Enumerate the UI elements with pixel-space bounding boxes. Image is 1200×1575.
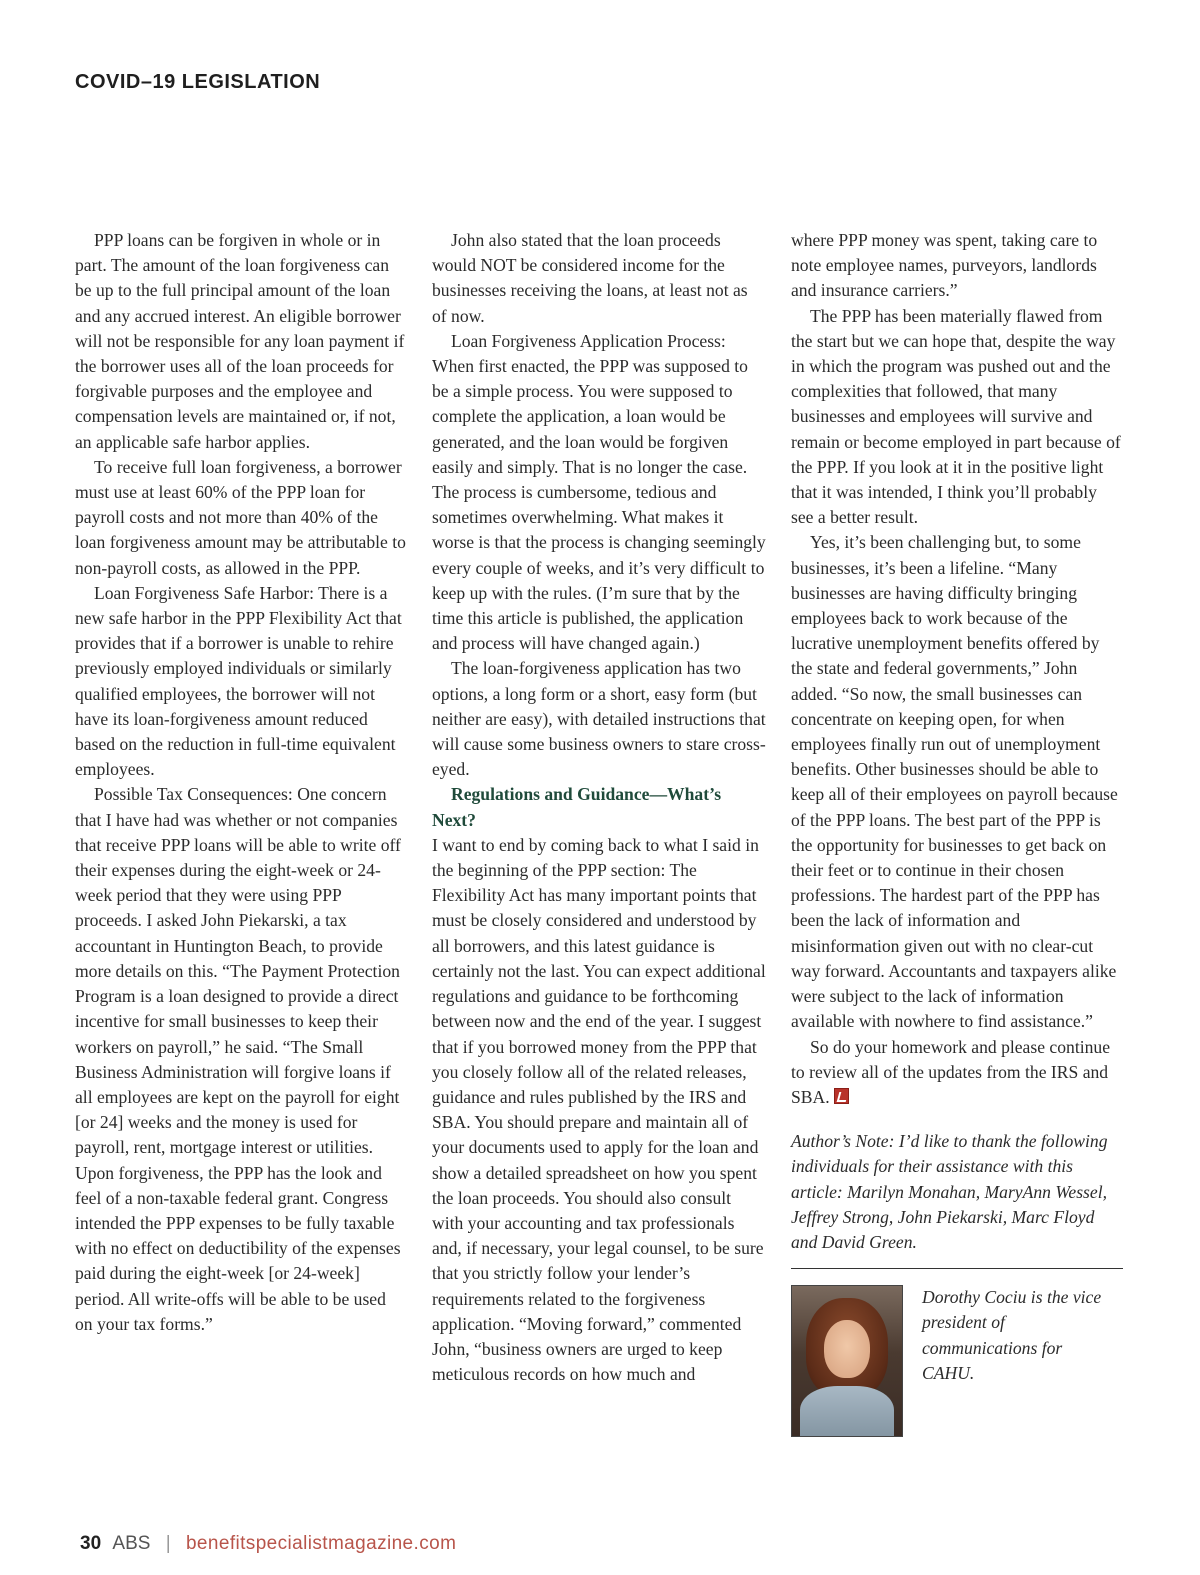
bio-text: Dorothy Cociu is the vice president of communications for CAHU. (922, 1287, 1102, 1383)
author-bio (791, 1285, 1123, 1437)
authors-note: Author’s Note: I’d like to thank the following individuals for their assistance with this article: Marilyn Monahan, MaryAnn Wessel, Jeffrey Strong, John Piekarski, Marc Floyd and David Green. (791, 1131, 1108, 1252)
publication-name: ABS (112, 1533, 151, 1554)
subhead: Regulations and Guidance—What’s Next? (432, 784, 722, 830)
publication-url[interactable]: benefitspecialistmagazine.com (185, 1533, 457, 1554)
paragraph: The loan-forgiveness application has two options, a long form or a short, easy form (but neither are easy), with detailed instructions that will cause some business owners to stare cross-eyed. (432, 658, 766, 780)
footer-separator: | (165, 1533, 171, 1554)
paragraph: To receive full loan forgiveness, a borrower must use at least 60% of the PPP loan for payroll costs and not more than 40% of the loan forgiveness amount may be attributable to non-payroll costs, as allowed in the PPP. (75, 456, 406, 578)
article-column-2 (432, 228, 766, 1387)
article-column-1 (75, 228, 407, 1337)
paragraph: Yes, it’s been challenging but, to some businesses, it’s been a lifeline. “Many businesses are having difficulty bringing employees back to work because of the lucrative unemployment benefits offered by the state and federal governments,” John added. “So now, the small businesses can concentrate on keeping open, for when employees finally run out of unemployment benefits. Other businesses should be able to keep all of their employees on payroll because of the PPP loans. The best part of the PPP is the opportunity for businesses to get back on their feet or to continue in their chosen professions. The hardest part of the PPP has been the lack of information and misinformation given out with no clear-cut way forward. Accountants and taxpayers alike were subject to the lack of information available with nowhere to find assistance.” (791, 532, 1118, 1032)
paragraph: Loan Forgiveness Application Process: When first enacted, the PPP was supposed to be a simple process. You were supposed to complete the application, a loan would be generated, and the loan would be forgiven easily and simply. That is no longer the case. The process is cumbersome, tedious and sometimes overwhelming. What makes it worse is that the process is changing seemingly every couple of weeks, and it’s very difficult to keep up with the rules. (I’m sure that by the time this article is published, the application and process will have changed again.) (432, 330, 766, 654)
paragraph: where PPP money was spent, taking care to note employee names, purveyors, landlords and insurance carriers.” (791, 230, 1098, 301)
divider (791, 1268, 1123, 1269)
paragraph-final (791, 1035, 1123, 1111)
paragraph: John also stated that the loan proceeds would NOT be considered income for the businesses receiving the loans, at least not as of now. (432, 230, 748, 326)
paragraph: Possible Tax Consequences: One concern that I have had was whether or not companies that receive PPP loans will be able to write off their expenses during the eight-week or 24-week period that they were using PPP proceeds. I asked John Piekarski, a tax accountant in Huntington Beach, to provide more details on this. “The Payment Protection Program is a loan designed to provide a direct incentive for small businesses to keep their workers on payroll,” he said. “The Small Business Administration will forgive loans if all employees are kept on the payroll for eight [or 24] weeks and the money is used for payroll, rent, mortgage interest or utilities. Upon forgiveness, the PPP has the look and feel of a non-taxable federal grant. Congress intended the PPP expenses to be fully taxable with no effect on deductibility of the expenses paid during the eight-week [or 24-week] period. All write-offs will be able to be used on your tax forms.” (75, 784, 401, 1334)
author-headshot (791, 1285, 903, 1437)
section-label: COVID–19 LEGISLATION (75, 71, 321, 93)
page-footer (80, 1533, 456, 1555)
page-number: 30 (80, 1533, 102, 1554)
paragraph: PPP loans can be forgiven in whole or in part. The amount of the loan forgiveness can be up to the full principal amount of the loan and any accrued interest. An eligible borrower will not be responsible for any loan payment if the borrower uses all of the loan proceeds for forgivable purposes and the employee and compensation levels are maintained or, if not, an applicable safe harbor applies. (75, 230, 405, 452)
abs-logo-end-mark-icon (834, 1088, 849, 1104)
paragraph: The PPP has been materially flawed from the start but we can hope that, despite the way in which the program was pushed out and the complexities that followed, that many businesses and employees will survive and remain or become employed in part because of the PPP. If you look at it in the positive light that it was intended, I think you’ll probably see a better result. (791, 305, 1121, 528)
paragraph: I want to end by coming back to what I said in the beginning of the PPP section: The Flexibility Act has many important points that must be closely considered and understood by all borrowers, and this latest guidance is certainly not the last. You can expect additional regulations and guidance to be forthcoming between now and the end of the year. I suggest that if you borrowed money from the PPP that you closely follow all of the related releases, guidance and rules published by the IRS and SBA. You should prepare and maintain all of your documents used to apply for the loan and show a detailed spreadsheet on how you spent the loan proceeds. You should also consult with your accounting and tax professionals and, if necessary, your legal counsel, to be sure that you strictly follow your lender’s requirements related to the forgiveness application. “Moving forward,” commented John, “business owners are urged to keep meticulous records on how much and (432, 834, 766, 1385)
paragraph: Loan Forgiveness Safe Harbor: There is a new safe harbor in the PPP Flexibility Act that provides that if a borrower is unable to rehire previously employed individuals or similarly qualified employees, the borrower will not have its loan-forgiveness amount reduced based on the reduction in full-time equivalent employees. (75, 582, 402, 780)
article-column-3 (791, 228, 1123, 1437)
paragraph-text: So do your homework and please continue to review all of the updates from the IRS and SBA. (791, 1036, 1111, 1107)
